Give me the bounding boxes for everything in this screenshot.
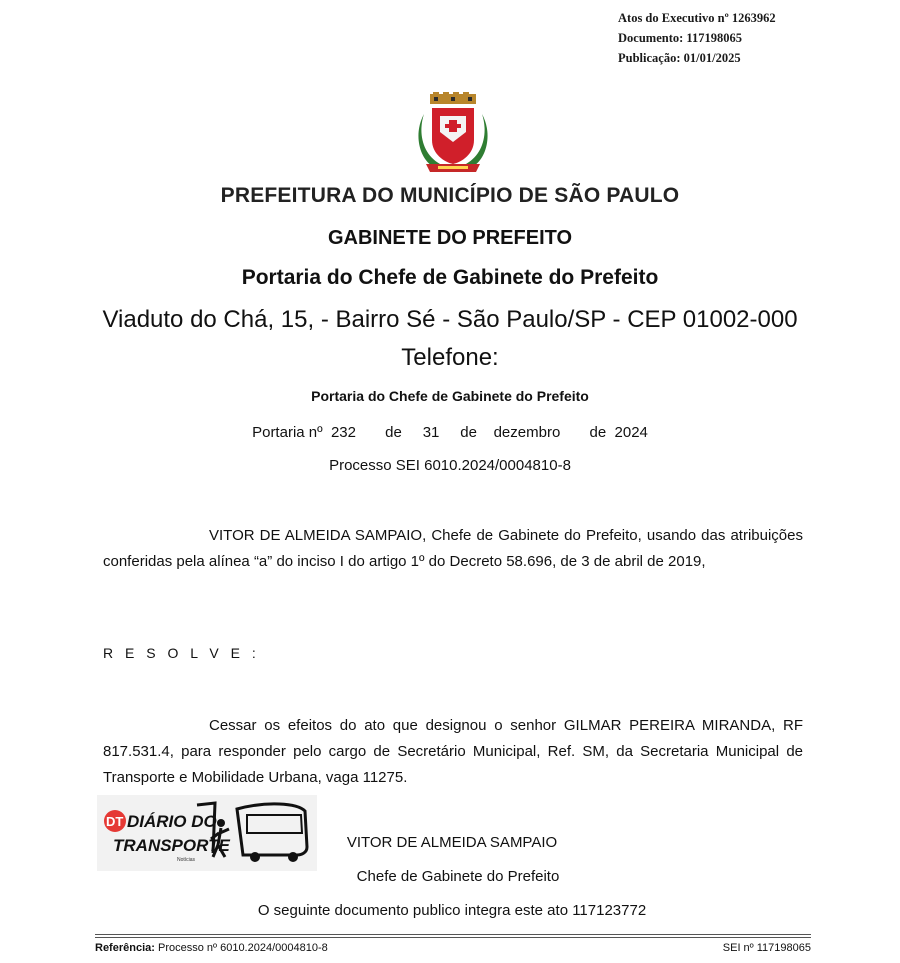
portaria-de-3: de [589, 424, 607, 441]
portaria-label: Portaria nº [252, 424, 323, 441]
logo-line-2: TRANSPORTE [113, 836, 230, 855]
gabinete-title: GABINETE DO PREFEITO [327, 227, 573, 249]
footer-divider-2 [95, 937, 811, 938]
document-number: Documento: 117198065 [618, 31, 742, 45]
logo-badge: DT [106, 814, 124, 829]
act-heading: Portaria do Chefe de Gabinete do Prefeito [311, 388, 589, 404]
sao-paulo-coat-of-arms-icon [416, 92, 490, 176]
page-footer [95, 942, 811, 954]
publication-date: Publicação: 01/01/2025 [618, 51, 741, 65]
integra-note: O seguinte documento publico integra este ato 117123772 [257, 902, 647, 919]
portaria-chefe-title: Portaria do Chefe de Gabinete do Prefeito [241, 266, 659, 289]
logo-tiny-text: Notícias [177, 857, 196, 863]
address: Viaduto do Chá, 15, - Bairro Sé - São Paulo/SP - CEP 01002-000 [102, 306, 798, 333]
atos-number: Atos do Executivo nº 1263962 [618, 11, 776, 25]
prefeitura-title: PREFEITURA DO MUNICÍPIO DE SÃO PAULO [220, 184, 680, 207]
preamble-paragraph: VITOR DE ALMEIDA SAMPAIO, Chefe de Gabinete do Prefeito, usando das atribuições conferidas pela alínea “a” do inciso I do artigo 1º do Decreto 58.696, de 3 de abril de 2019, [103, 527, 803, 570]
footer-reference-label: Referência: [95, 942, 155, 954]
footer-sei-number: SEI nº 117198065 [722, 942, 811, 954]
portaria-number-line [0, 424, 900, 441]
footer-divider [95, 934, 811, 935]
portaria-month: dezembro [493, 424, 561, 441]
diario-do-transporte-logo [97, 795, 317, 871]
portaria-day: 31 [422, 424, 440, 441]
portaria-de-2: de [460, 424, 477, 441]
portaria-de-1: de [385, 424, 402, 441]
publication-metadata [618, 8, 776, 68]
resolution-paragraph: Cessar os efeitos do ato que designou o senhor GILMAR PEREIRA MIRANDA, RF 817.531.4, para responder pelo cargo de Secretário Municipal, Ref. SM, da Secretaria Municipal de Transporte e Mobilidade Urbana, vaga 11275. [103, 717, 803, 786]
portaria-number: 232 [330, 424, 356, 441]
signatory-role: Chefe de Gabinete do Prefeito [356, 868, 560, 885]
footer-reference-value: Processo nº 6010.2024/0004810-8 [157, 942, 328, 954]
logo-line-1: DIÁRIO DO [127, 812, 217, 831]
footer-reference [95, 942, 328, 954]
resolve-heading: R E S O L V E : [103, 645, 260, 661]
portaria-year: 2024 [614, 424, 648, 441]
telephone-label: Telefone: [401, 344, 499, 371]
process-number: Processo SEI 6010.2024/0004810-8 [329, 457, 571, 474]
signatory-name: VITOR DE ALMEIDA SAMPAIO [346, 834, 558, 851]
